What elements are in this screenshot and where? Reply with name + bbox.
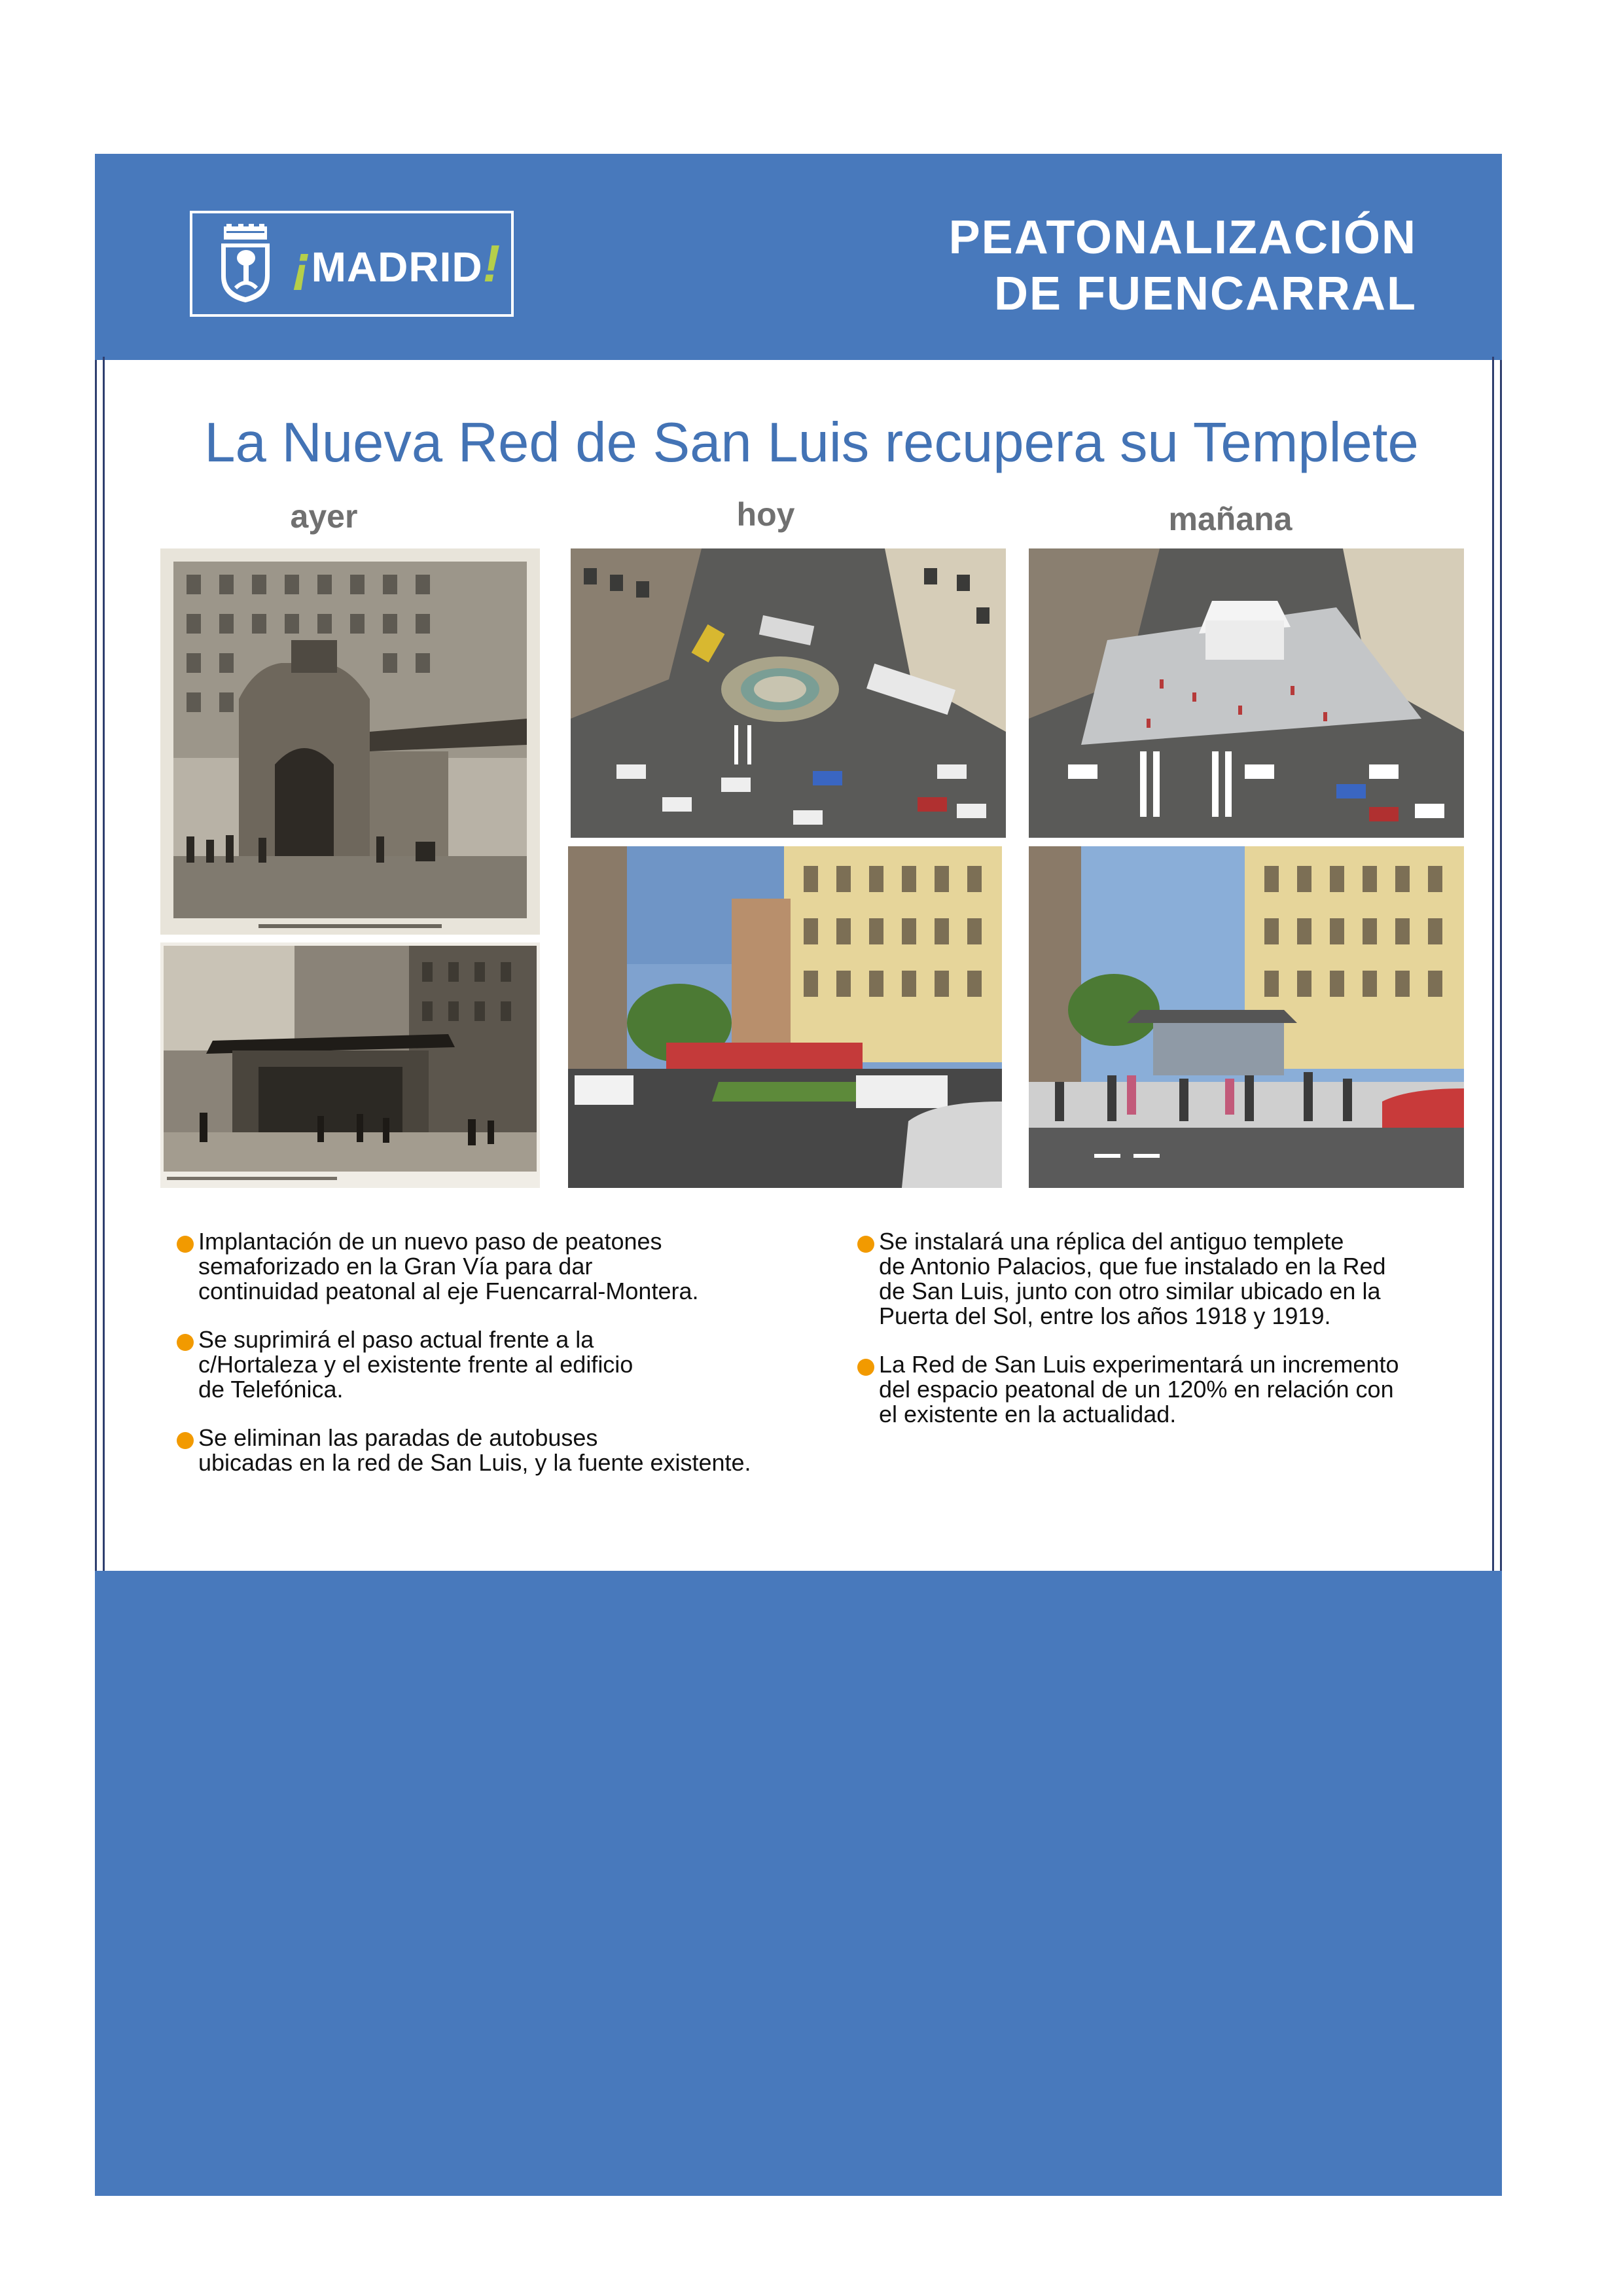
header-title-line-2: DE FUENCARRAL <box>994 268 1417 320</box>
bullet-dot <box>177 1236 194 1253</box>
bullet-left-3 <box>177 1426 761 1475</box>
bullet-line: Implantación de un nuevo paso de peatones <box>198 1228 662 1255</box>
bullet-line: c/Hortaleza y el existente frente al edificio <box>198 1351 633 1378</box>
bullet-line: semaforizado en la Gran Vía para dar <box>198 1253 593 1280</box>
manana-photo-aerial <box>1029 548 1464 838</box>
bullet-list-left <box>177 1229 761 1499</box>
logo-word: MADRID <box>311 243 483 291</box>
bullet-right-2 <box>857 1352 1442 1427</box>
madrid-logo <box>190 211 514 317</box>
header-title-line-1: PEATONALIZACIÓN <box>948 211 1417 264</box>
madrid-crest-icon <box>217 224 274 304</box>
bullet-line: Se suprimirá el paso actual frente a la <box>198 1326 594 1353</box>
bullet-line: del espacio peatonal de un 120% en relación con <box>879 1376 1394 1403</box>
column-label-hoy: hoy <box>736 496 795 533</box>
bullet-line: de Telefónica. <box>198 1376 344 1403</box>
bullet-left-2 <box>177 1327 761 1402</box>
column-label-manana: mañana <box>1168 501 1293 537</box>
manana-photo-street <box>1029 846 1464 1188</box>
bullet-right-1 <box>857 1229 1442 1329</box>
bullet-line: La Red de San Luis experimentará un incremento <box>879 1351 1399 1378</box>
bullet-dot <box>857 1236 874 1253</box>
hoy-photo-street <box>568 846 1002 1188</box>
bullet-list-right <box>857 1229 1442 1450</box>
header-title <box>949 209 1417 322</box>
ayer-photo-templete <box>160 942 540 1188</box>
bullet-line: ubicadas en la red de San Luis, y la fuente existente. <box>198 1449 751 1476</box>
bullet-line: de San Luis, junto con otro similar ubicado en la <box>879 1278 1381 1304</box>
right-border-line <box>1492 357 1494 1571</box>
bullet-line: el existente en la actualidad. <box>879 1401 1177 1427</box>
bullet-dot <box>857 1359 874 1376</box>
bullet-dot <box>177 1334 194 1351</box>
logo-close-mark: ! <box>482 234 501 293</box>
hoy-photo-aerial <box>571 548 1006 838</box>
bullet-left-1 <box>177 1229 761 1304</box>
logo-open-mark: ¡ <box>293 234 312 293</box>
ayer-photo-metro-entrance <box>160 548 540 935</box>
bullet-dot <box>177 1432 194 1449</box>
bullet-line: Se eliminan las paradas de autobuses <box>198 1424 598 1451</box>
column-label-ayer: ayer <box>290 498 358 535</box>
page-title: La Nueva Red de San Luis recupera su Templete <box>204 412 1419 474</box>
madrid-logo-text <box>293 234 501 294</box>
bullet-line: continuidad peatonal al eje Fuencarral-Montera. <box>198 1278 699 1304</box>
bullet-line: Puerta del Sol, entre los años 1918 y 1919. <box>879 1302 1331 1329</box>
bullet-line: de Antonio Palacios, que fue instalado en la Red <box>879 1253 1386 1280</box>
bullet-line: Se instalará una réplica del antiguo templete <box>879 1228 1344 1255</box>
footer-band <box>95 1571 1502 2196</box>
left-border-line <box>103 357 105 1571</box>
